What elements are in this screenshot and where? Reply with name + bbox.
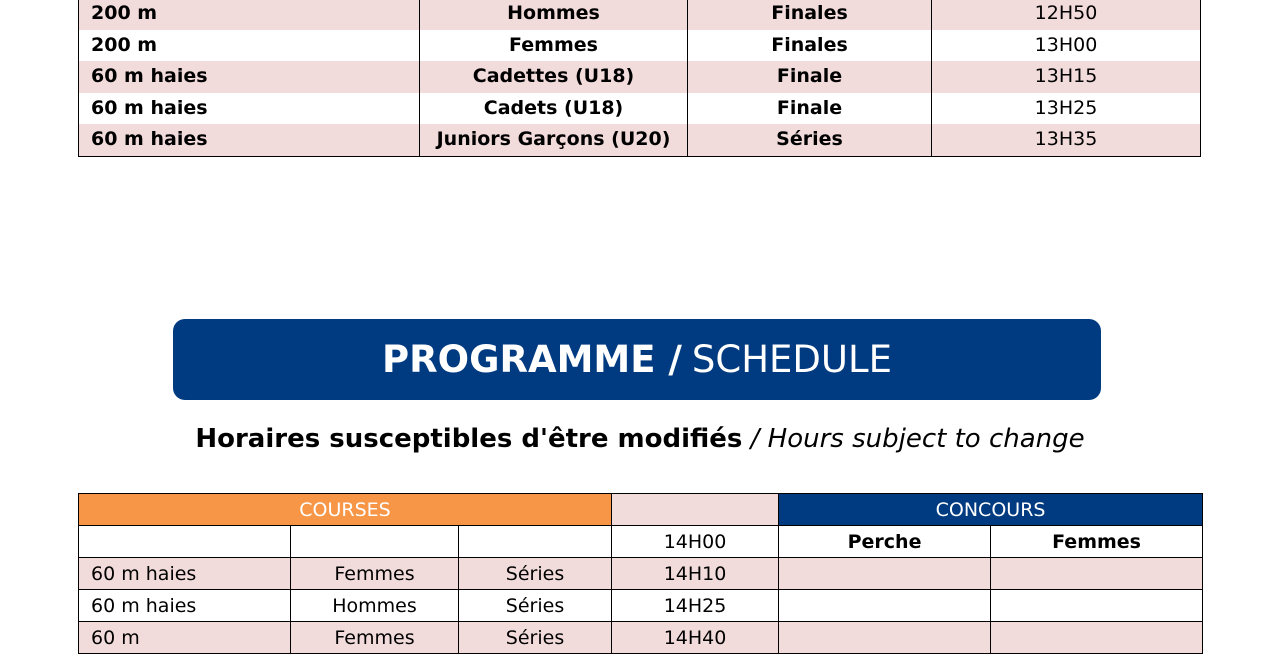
round-cell: Séries [459, 622, 612, 654]
concours-event-cell: Perche [779, 526, 991, 558]
event-cell: 200 m [79, 0, 420, 30]
time-cell: 14H10 [612, 558, 779, 590]
category-cell: Femmes [291, 622, 459, 654]
round-cell: Séries [459, 558, 612, 590]
event-cell: 60 m haies [79, 590, 291, 622]
table-row [79, 30, 1201, 62]
table-row [79, 124, 1201, 156]
concours-event-cell [779, 590, 991, 622]
concours-category-cell [991, 590, 1203, 622]
category-cell: Femmes [291, 558, 459, 590]
banner-title-bold: PROGRAMME / [382, 338, 682, 381]
concours-event-cell [779, 622, 991, 654]
event-cell: 60 m haies [79, 61, 420, 93]
round-cell: Séries [688, 124, 932, 156]
category-cell: Hommes [291, 590, 459, 622]
table-row [79, 93, 1201, 125]
event-cell [79, 526, 291, 558]
round-cell [459, 526, 612, 558]
round-cell: Finales [688, 0, 932, 30]
time-cell: 14H40 [612, 622, 779, 654]
round-cell: Finale [688, 93, 932, 125]
banner-title-normal: SCHEDULE [691, 338, 892, 381]
top-schedule-table [78, 0, 1201, 157]
time-cell: 13H35 [932, 124, 1201, 156]
round-cell: Finales [688, 30, 932, 62]
table-row [79, 61, 1201, 93]
category-cell [291, 526, 459, 558]
time-cell: 13H00 [932, 30, 1201, 62]
event-cell: 60 m [79, 622, 291, 654]
table-header-row [79, 494, 1203, 526]
round-cell: Séries [459, 590, 612, 622]
time-cell: 14H25 [612, 590, 779, 622]
category-cell: Cadettes (U18) [420, 61, 688, 93]
category-cell: Femmes [420, 30, 688, 62]
table-row [79, 590, 1203, 622]
time-cell: 13H25 [932, 93, 1201, 125]
table-row [79, 526, 1203, 558]
schedule-notice [0, 424, 1280, 454]
table-row [79, 622, 1203, 654]
time-cell: 12H50 [932, 0, 1201, 30]
event-cell: 60 m haies [79, 124, 420, 156]
programme-table [78, 493, 1203, 654]
courses-header: COURSES [79, 494, 612, 526]
time-cell: 13H15 [932, 61, 1201, 93]
notice-french: Horaires susceptibles d'être modifiés [195, 424, 743, 454]
round-cell: Finale [688, 61, 932, 93]
time-cell: 14H00 [612, 526, 779, 558]
concours-header: CONCOURS [779, 494, 1203, 526]
category-cell: Hommes [420, 0, 688, 30]
time-header [612, 494, 779, 526]
event-cell: 60 m haies [79, 93, 420, 125]
category-cell: Cadets (U18) [420, 93, 688, 125]
event-cell: 60 m haies [79, 558, 291, 590]
programme-banner [173, 319, 1101, 400]
event-cell: 200 m [79, 30, 420, 62]
category-cell: Juniors Garçons (U20) [420, 124, 688, 156]
table-row [79, 558, 1203, 590]
concours-category-cell: Femmes [991, 526, 1203, 558]
concours-category-cell [991, 558, 1203, 590]
concours-event-cell [779, 558, 991, 590]
table-row [79, 0, 1201, 30]
concours-category-cell [991, 622, 1203, 654]
notice-english: / Hours subject to change [742, 424, 1085, 454]
